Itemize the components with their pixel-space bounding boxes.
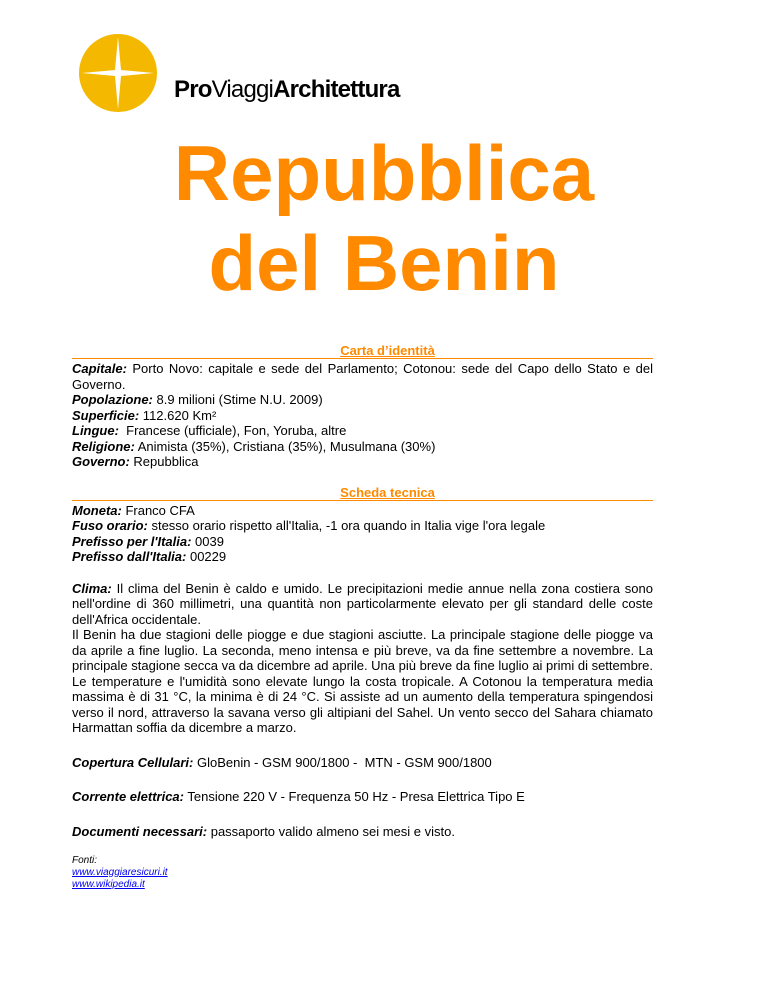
identity-population: Popolazione: 8.9 milioni (Stime N.U. 2009)	[72, 392, 323, 407]
sources	[72, 855, 653, 891]
source-link-viaggiaresicuri[interactable]: www.viaggiaresicuri.it	[72, 867, 168, 878]
identity-religion: Religione: Animista (35%), Cristiana (35%), Musulmana (30%)	[72, 438, 436, 454]
brand-pro: Pro	[174, 76, 212, 103]
technical-heading-text: Scheda tecnica	[340, 484, 435, 500]
climate-paragraph-1: Clima: Il clima del Benin è caldo e umido. Le precipitazioni medie annue nella zona costiera sono nell'ordine di 360 millimetri, una quantità non particolarmente elevato per gli standard delle coste dell'Africa occidentale.	[72, 580, 653, 627]
tech-prefix-to-italy: Prefisso per l'Italia: 0039	[72, 533, 224, 549]
brand-name	[174, 76, 400, 104]
electric-power: Corrente elettrica: Tensione 220 V - Frequenza 50 Hz - Presa Elettrica Tipo E	[72, 789, 525, 804]
logo	[78, 33, 400, 113]
required-documents: Documenti necessari: passaporto valido almeno sei mesi e visto.	[72, 823, 455, 839]
technical-heading	[72, 482, 653, 501]
page-title	[0, 128, 768, 308]
tech-currency: Moneta: Franco CFA	[72, 502, 195, 518]
title-line-2: del Benin	[208, 219, 560, 307]
sources-label: Fonti:	[72, 855, 98, 866]
identity-capital: Capitale: Porto Novo: capitale e sede del Parlamento; Cotonou: sede del Capo dello Stato e del Governo.	[72, 361, 653, 392]
identity-government: Governo: Repubblica	[72, 454, 199, 469]
mobile-coverage: Copertura Cellulari: GloBenin - GSM 900/1800 - MTN - GSM 900/1800	[72, 754, 492, 770]
climate-paragraph-2: Il Benin ha due stagioni delle piogge e due stagioni asciutte. La principale stagione delle piogge va da aprile a fine luglio. La seconda, meno intensa e più breve, va da fine settembre a novembre. La principale stagione secca va da dicembre ad aprile. Una più breve da fine luglio ai primi di settembre.	[72, 627, 653, 673]
identity-area: Superficie: 112.620 Km²	[72, 407, 217, 423]
tech-timezone: Fuso orario: stesso orario rispetto all'Italia, -1 ora quando in Italia vige l'ora legale	[72, 518, 546, 533]
tech-prefix-from-italy: Prefisso dall'Italia: 00229	[72, 549, 227, 564]
brand-architettura: Architettura	[273, 76, 400, 103]
identity-heading	[72, 340, 653, 359]
document-body	[72, 340, 653, 891]
climate-paragraph-3: Le temperature e l'umidità sono elevate lungo la costa tropicale. A Cotonou la temperatura media massima è di 31 °C, la minima è di 24 °C. Si assiste ad un aumento della temperatura spingendosi verso il nord, attraverso la savana verso gli altipiani del Sahel. Un vento secco del Sahara chiamato Harmattan soffia da dicembre a marzo.	[72, 673, 653, 735]
identity-languages: Lingue: Francese (ufficiale), Fon, Yoruba, altre	[72, 423, 347, 438]
logo-sun-icon	[78, 33, 158, 113]
title-line-1: Repubblica	[173, 129, 595, 217]
brand-viaggi: Viaggi	[211, 76, 274, 103]
identity-heading-text: Carta d’identità	[340, 343, 435, 358]
source-link-wikipedia[interactable]: www.wikipedia.it	[72, 879, 145, 890]
